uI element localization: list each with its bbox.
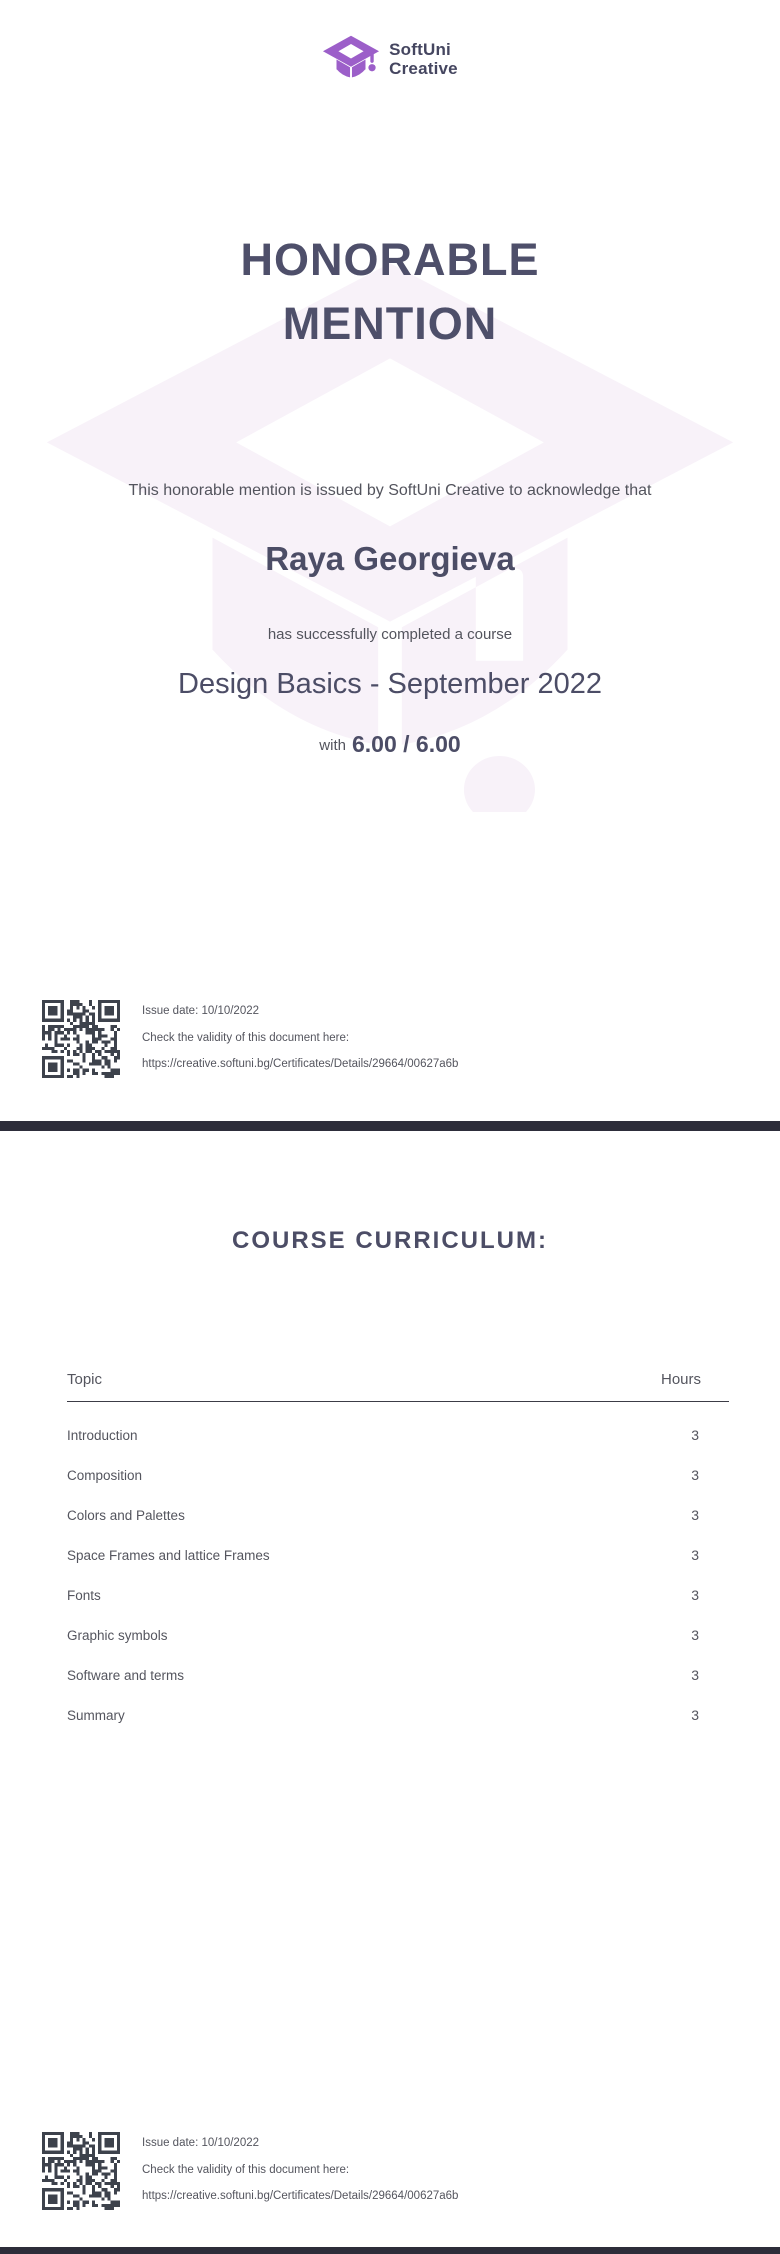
graduation-cap-icon (322, 34, 380, 84)
hours-cell: 3 (691, 1627, 699, 1643)
topic-cell: Summary (67, 1707, 125, 1723)
issue-date: Issue date: 10/10/2022 (142, 1005, 260, 1017)
certificate-title-line1: HONORABLE (240, 234, 540, 285)
table-row (67, 1575, 729, 1615)
grade-line (0, 731, 780, 758)
topic-cell: Introduction (67, 1427, 138, 1443)
validity-block (42, 1000, 458, 1078)
completion-text: has successfully completed a course (267, 626, 513, 643)
validity-lines (142, 2132, 458, 2210)
table-row (67, 1495, 729, 1535)
grade-value: 6.00 / 6.00 (351, 731, 461, 757)
qr-code (42, 1000, 120, 1078)
certificate-title-line2: MENTION (282, 298, 498, 349)
validity-check-label: Check the validity of this document here: (142, 2163, 350, 2176)
validity-url-link[interactable]: https://creative.softuni.bg/Certificates/Details/29664/00627a6b (142, 1058, 459, 1070)
certificate-title (0, 228, 780, 356)
hours-cell: 3 (691, 1667, 699, 1683)
table-row (67, 1615, 729, 1655)
topic-cell: Colors and Palettes (67, 1507, 185, 1523)
hours-cell: 3 (691, 1507, 699, 1523)
curriculum-page (0, 1131, 780, 2254)
hours-column-header: Hours (660, 1371, 701, 1388)
hours-cell: 3 (691, 1467, 699, 1483)
recipient-name: Raya Georgieva (265, 540, 515, 577)
course-name: Design Basics - September 2022 (178, 668, 602, 700)
topic-cell: Space Frames and lattice Frames (67, 1547, 270, 1563)
issue-date: Issue date: 10/10/2022 (142, 2137, 260, 2149)
brand-name-line2: Creative (389, 59, 458, 78)
qr-code (42, 2132, 120, 2210)
table-row (67, 1695, 729, 1735)
topic-column-header: Topic (67, 1371, 103, 1388)
brand-logo (0, 34, 780, 84)
hours-cell: 3 (691, 1587, 699, 1603)
curriculum-table (67, 1371, 729, 1735)
grade-prefix: with (319, 737, 346, 754)
hours-cell: 3 (691, 1707, 699, 1723)
table-row (67, 1455, 729, 1495)
brand-name (389, 40, 458, 78)
topic-cell: Composition (67, 1467, 143, 1483)
topic-cell: Fonts (67, 1587, 101, 1603)
table-row (67, 1535, 729, 1575)
table-row (67, 1415, 729, 1455)
hours-cell: 3 (691, 1427, 699, 1443)
page-divider-bar (0, 1121, 780, 1131)
brand-name-line1: SoftUni (389, 40, 451, 59)
validity-lines (142, 1000, 458, 1078)
validity-url-link[interactable]: https://creative.softuni.bg/Certificates/Details/29664/00627a6b (142, 2190, 459, 2202)
curriculum-title: COURSE CURRICULUM: (232, 1227, 548, 1254)
curriculum-table-body (67, 1402, 729, 1735)
topic-cell: Software and terms (67, 1667, 185, 1683)
topic-cell: Graphic symbols (67, 1627, 168, 1643)
table-row (67, 1655, 729, 1695)
certificate-intro-text: This honorable mention is issued by SoftUni Creative to acknowledge that (128, 482, 652, 499)
validity-block (42, 2132, 458, 2210)
page-divider-bar (0, 2247, 780, 2254)
validity-check-label: Check the validity of this document here: (142, 1031, 350, 1044)
hours-cell: 3 (691, 1547, 699, 1563)
curriculum-table-header (67, 1371, 729, 1402)
